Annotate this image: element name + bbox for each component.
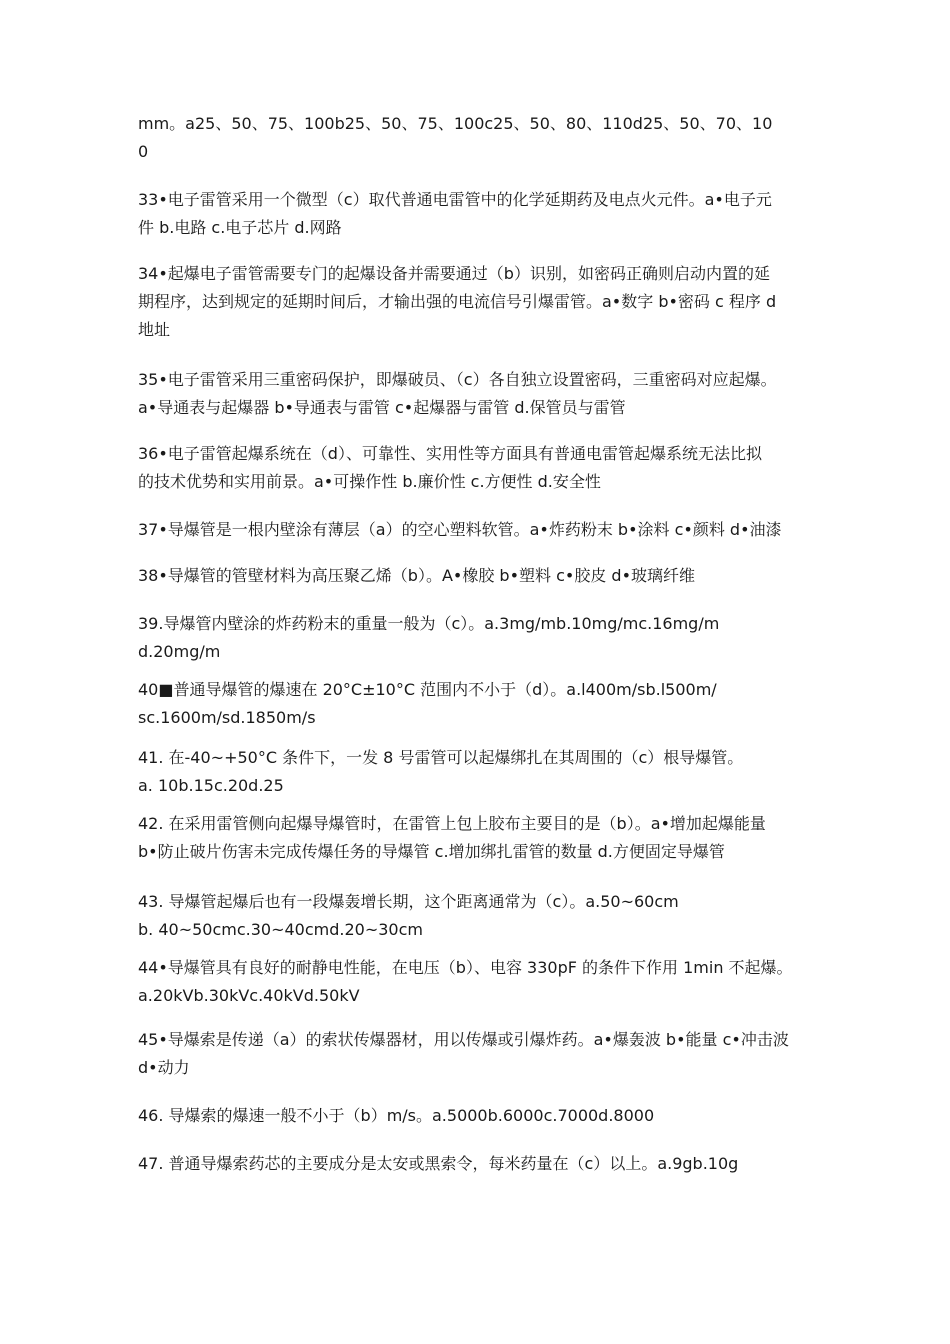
text-line: 34•起爆电子雷管需要专门的起爆设备并需要通过（b）识别，如密码正确则启动内置的延 bbox=[138, 264, 770, 283]
text-line: a.20kVb.30kVc.40kVd.50kV bbox=[138, 986, 360, 1005]
text-line: b. 40~50cmc.30~40cmd.20~30cm bbox=[138, 920, 423, 939]
text-line: 0 bbox=[138, 142, 149, 161]
paragraph bbox=[138, 110, 828, 166]
text-line: 47. 普通导爆索药芯的主要成分是太安或黑索令，每米药量在（c）以上。a.9gb.10g bbox=[138, 1154, 739, 1173]
paragraph bbox=[138, 1026, 828, 1082]
paragraph bbox=[138, 1150, 828, 1178]
text-line: sc.1600m/sd.1850m/s bbox=[138, 708, 316, 727]
text-line: 期程序，达到规定的延期时间后，才输出强的电流信号引爆雷管。a•数字 b•密码 c 程序 d bbox=[138, 292, 777, 311]
paragraph bbox=[138, 562, 828, 590]
text-line: 42. 在采用雷管侧向起爆导爆管时，在雷管上包上胶布主要目的是（b）。a•增加起爆能量 bbox=[138, 814, 766, 833]
text-line: 43. 导爆管起爆后也有一段爆轰增长期，这个距离通常为（c）。a.50~60cm bbox=[138, 892, 679, 911]
text-line: 40■普通导爆管的爆速在 20°C±10°C 范围内不小于（d）。a.l400m/sb.l500m/ bbox=[138, 680, 717, 699]
text-line: 41. 在-40~+50°C 条件下，一发 8 号雷管可以起爆绑扎在其周围的（c）根导爆管。 bbox=[138, 748, 744, 767]
text-line: a•导通表与起爆器 b•导通表与雷管 c•起爆器与雷管 d.保管员与雷管 bbox=[138, 398, 626, 417]
paragraph bbox=[138, 186, 828, 242]
text-line: d•动力 bbox=[138, 1058, 190, 1077]
paragraph bbox=[138, 260, 828, 344]
paragraph bbox=[138, 888, 828, 944]
paragraph bbox=[138, 744, 828, 800]
text-line: 37•导爆管是一根内壁涂有薄层（a）的空心塑料软管。a•炸药粉末 b•涂料 c•颜料 d•油漆 bbox=[138, 520, 782, 539]
paragraph bbox=[138, 810, 828, 866]
text-line: mm。a25、50、75、100b25、50、75、100c25、50、80、110d25、50、70、10 bbox=[138, 114, 773, 133]
text-line: d.20mg/m bbox=[138, 642, 221, 661]
paragraph bbox=[138, 516, 828, 544]
text-line: 44•导爆管具有良好的耐静电性能，在电压（b）、电容 330pF 的条件下作用 1min 不起爆。 bbox=[138, 958, 793, 977]
text-line: 的技术优势和实用前景。a•可操作性 b.廉价性 c.方便性 d.安全性 bbox=[138, 472, 601, 491]
text-line: 36•电子雷管起爆系统在（d）、可靠性、实用性等方面具有普通电雷管起爆系统无法比拟 bbox=[138, 444, 762, 463]
text-line: 39.导爆管内壁涂的炸药粉末的重量一般为（c）。a.3mg/mb.10mg/mc.16mg/m bbox=[138, 614, 720, 633]
text-line: 件 b.电路 c.电子芯片 d.网路 bbox=[138, 218, 342, 237]
paragraph bbox=[138, 1102, 828, 1130]
paragraph bbox=[138, 366, 828, 422]
text-line: 38•导爆管的管壁材料为高压聚乙烯（b）。A•橡胶 b•塑料 c•胶皮 d•玻璃纤维 bbox=[138, 566, 696, 585]
paragraph bbox=[138, 676, 828, 732]
text-line: 地址 bbox=[138, 320, 171, 339]
text-line: 35•电子雷管采用三重密码保护，即爆破员、（c）各自独立设置密码，三重密码对应起爆。 bbox=[138, 370, 777, 389]
paragraph bbox=[138, 954, 828, 1010]
text-line: 45•导爆索是传递（a）的索状传爆器材，用以传爆或引爆炸药。a•爆轰波 b•能量 c•冲击波 bbox=[138, 1030, 789, 1049]
text-line: b•防止破片伤害未完成传爆任务的导爆管 c.增加绑扎雷管的数量 d.方便固定导爆管 bbox=[138, 842, 725, 861]
text-line: 33•电子雷管采用一个微型（c）取代普通电雷管中的化学延期药及电点火元件。a•电子元 bbox=[138, 190, 772, 209]
text-line: a. 10b.15c.20d.25 bbox=[138, 776, 284, 795]
paragraph bbox=[138, 610, 828, 666]
paragraph bbox=[138, 440, 828, 496]
text-line: 46. 导爆索的爆速一般不小于（b）m/s。a.5000b.6000c.7000d.8000 bbox=[138, 1106, 655, 1125]
